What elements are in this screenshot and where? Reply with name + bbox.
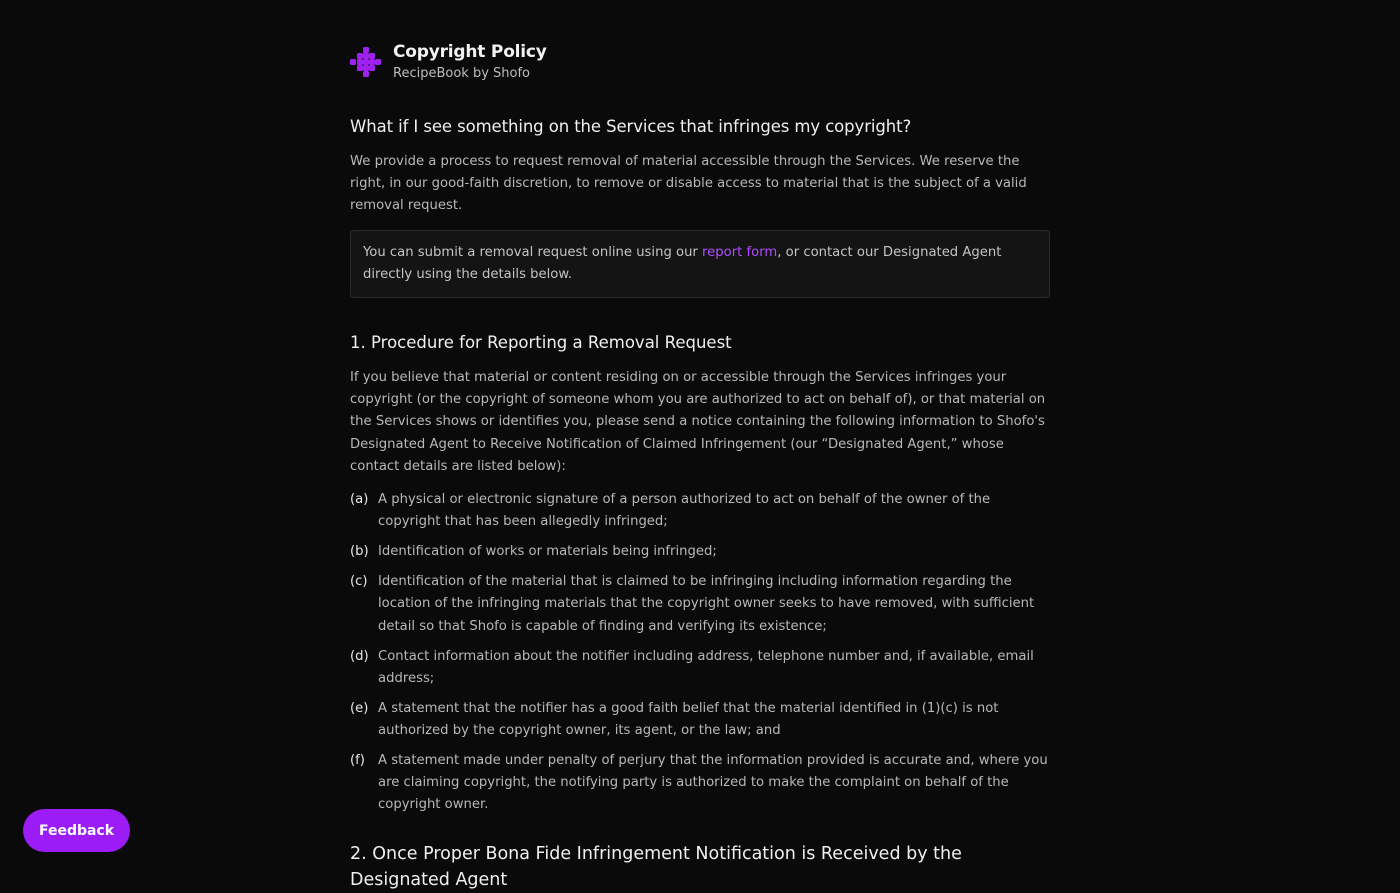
list-item-marker: (b) [350,544,369,560]
list-item [350,698,1050,742]
page-title: Copyright Policy [393,41,547,62]
list-item-text: Identification of works or materials being infringed; [378,544,717,560]
list-item-text: Identification of the material that is claimed to be infringing including information regarding the location of the infringing materials that the copyright owner seeks to have removed, with sufficient detail so that Shofo is capable of finding and verifying its existence; [378,574,1035,634]
section-1-paragraph: If you believe that material or content residing on or accessible through the Services infringes your copyright (or the copyright of someone whom you are authorized to act on behalf of), or that material on the Services shows or identifies you, please send a notice containing the following information to Shofo's Designated Agent to Receive Notification of Claimed Infringement (our “Designated Agent,” whose contact details are listed below): [350,370,1046,474]
report-form-link[interactable]: report form [702,244,778,260]
list-item-text: A statement that the notifier has a good faith belief that the material identified in (1)(c) is not authorized by the copyright owner, its agent, or the law; and [378,700,999,739]
callout-text-before: You can submit a removal request online using our [363,244,703,260]
list-item-text: Contact information about the notifier including address, telephone number and, if available, email address; [378,648,1034,686]
intro-paragraph: We provide a process to request removal of material accessible through the Services. We reserve the right, in our good-faith discretion, to remove or disable access to material that is the subject of a valid removal request. [350,154,1027,214]
list-item-text: A statement made under penalty of perjury that the information provided is accurate and, where you are claiming copyright, the notifying party is authorized to make the complaint on behalf of the copyright owner. [378,753,1048,813]
notice-requirements-list [350,489,1050,817]
section-2-heading: 2. Once Proper Bona Fide Infringement Notification is Received by the Designated Agent [350,843,962,890]
main-content [350,40,1050,893]
list-item-marker: (e) [350,700,369,716]
list-item-marker: (f) [350,753,365,769]
list-item [350,571,1050,638]
page-header [350,40,1050,84]
feedback-button[interactable]: Feedback [23,809,130,852]
list-item-text: A physical or electronic signature of a person authorized to act on behalf of the owner of the copyright that has been allegedly infringed; [378,492,991,530]
list-item [350,541,1050,563]
list-item [350,489,1050,533]
callout-text-after: , or contact our Designated Agent directly using the details below. [363,244,1002,282]
removal-request-callout [350,230,1050,298]
list-item [350,750,1050,817]
intro-question-heading: What if I see something on the Services that infringes my copyright? [350,117,912,136]
list-item-marker: (c) [350,574,368,590]
list-item-marker: (a) [350,492,369,508]
list-item-marker: (d) [350,648,369,664]
list-item [350,646,1050,690]
title-block [393,41,547,84]
purple-grid-logo-icon [350,46,382,78]
page-subtitle: RecipeBook by Shofo [393,65,530,81]
section-1-heading: 1. Procedure for Reporting a Removal Request [350,333,732,353]
